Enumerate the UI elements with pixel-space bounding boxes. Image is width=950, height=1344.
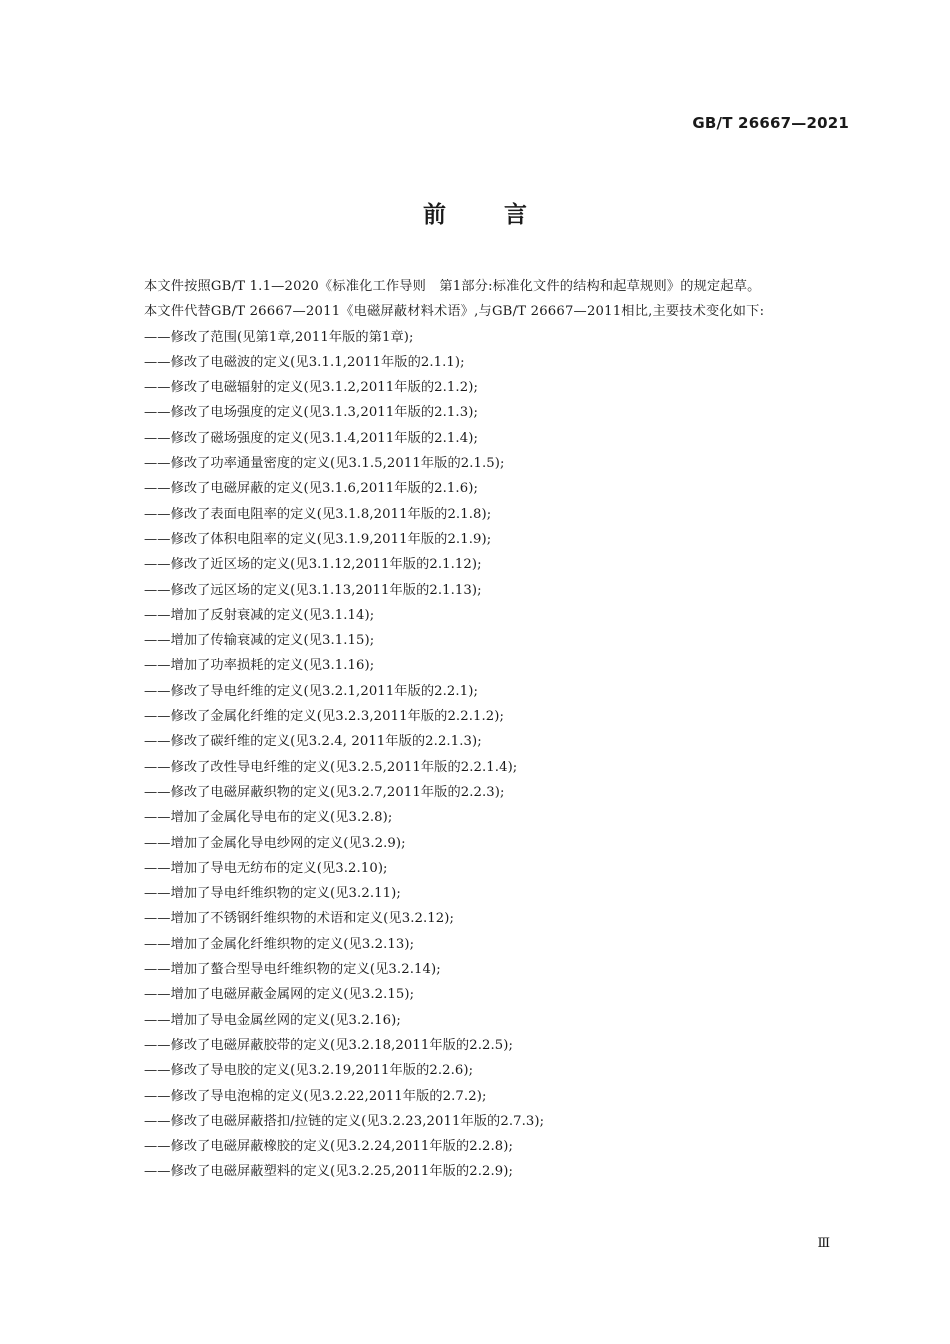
- change-item: ——修改了导电泡棉的定义(见3.2.22,2011年版的2.7.2);: [144, 1088, 487, 1104]
- intro-paragraph-1: 本文件按照GB/T 1.1—2020《标准化工作导则 第1部分:标准化文件的结构和起草规则》的规定起草。: [144, 279, 761, 294]
- page-title: 前言: [423, 202, 585, 228]
- change-item: ——修改了电磁屏蔽织物的定义(见3.2.7,2011年版的2.2.3);: [144, 784, 505, 800]
- change-item: ——修改了电场强度的定义(见3.1.3,2011年版的2.1.3);: [144, 405, 478, 421]
- change-item: ——修改了范围(见第1章,2011年版的第1章);: [144, 329, 414, 345]
- change-item: ——修改了电磁屏蔽的定义(见3.1.6,2011年版的2.1.6);: [144, 481, 478, 497]
- change-item: ——修改了电磁波的定义(见3.1.1,2011年版的2.1.1);: [144, 354, 465, 370]
- change-item: ——修改了功率通量密度的定义(见3.1.5,2011年版的2.1.5);: [144, 456, 505, 472]
- change-item: ——修改了导电纤维的定义(见3.2.1,2011年版的2.2.1);: [144, 683, 478, 699]
- change-item: ——增加了螯合型导电纤维织物的定义(见3.2.14);: [144, 962, 441, 978]
- change-item: ——修改了改性导电纤维的定义(见3.2.5,2011年版的2.2.1.4);: [144, 759, 518, 775]
- change-item: ——修改了远区场的定义(见3.1.13,2011年版的2.1.13);: [144, 582, 482, 598]
- change-item: ——修改了电磁屏蔽塑料的定义(见3.2.25,2011年版的2.2.9);: [144, 1164, 514, 1180]
- standard-number: GB/T 26667—2021: [692, 114, 849, 132]
- change-item: ——增加了金属化导电布的定义(见3.2.8);: [144, 810, 393, 826]
- change-item: ——增加了不锈钢纤维织物的术语和定义(见3.2.12);: [144, 911, 455, 927]
- intro-paragraph-2: 本文件代替GB/T 26667—2011《电磁屏蔽材料术语》,与GB/T 26667—2011相比,主要技术变化如下:: [144, 304, 765, 320]
- change-item: ——增加了导电纤维织物的定义(见3.2.11);: [144, 886, 401, 902]
- document-body: [116, 274, 850, 1185]
- page-number: Ⅲ: [817, 1236, 830, 1251]
- change-item: ——增加了导电金属丝网的定义(见3.2.16);: [144, 1012, 401, 1028]
- change-item: ——修改了导电胶的定义(见3.2.19,2011年版的2.2.6);: [144, 1063, 474, 1079]
- change-item: ——修改了体积电阻率的定义(见3.1.9,2011年版的2.1.9);: [144, 531, 492, 547]
- technical-changes-list: [116, 325, 850, 1185]
- change-item: ——增加了传输衰减的定义(见3.1.15);: [144, 633, 375, 649]
- change-item: ——修改了表面电阻率的定义(见3.1.8,2011年版的2.1.8);: [144, 506, 492, 522]
- change-item: ——增加了金属化导电纱网的定义(见3.2.9);: [144, 835, 406, 851]
- change-item: ——修改了电磁辐射的定义(见3.1.2,2011年版的2.1.2);: [144, 380, 478, 396]
- change-item: ——修改了电磁屏蔽胶带的定义(见3.2.18,2011年版的2.2.5);: [144, 1037, 514, 1053]
- change-item: ——增加了电磁屏蔽金属网的定义(见3.2.15);: [144, 987, 415, 1003]
- change-item: ——修改了金属化纤维的定义(见3.2.3,2011年版的2.2.1.2);: [144, 709, 505, 725]
- change-item: ——增加了反射衰减的定义(见3.1.14);: [144, 607, 375, 623]
- change-item: ——修改了磁场强度的定义(见3.1.4,2011年版的2.1.4);: [144, 430, 478, 446]
- change-item: ——增加了导电无纺布的定义(见3.2.10);: [144, 860, 388, 876]
- change-item: ——修改了碳纤维的定义(见3.2.4, 2011年版的2.2.1.3);: [144, 734, 482, 750]
- change-item: ——修改了电磁屏蔽搭扣/拉链的定义(见3.2.23,2011年版的2.7.3);: [144, 1113, 545, 1129]
- change-item: ——增加了金属化纤维织物的定义(见3.2.13);: [144, 936, 415, 952]
- change-item: ——增加了功率损耗的定义(见3.1.16);: [144, 658, 375, 674]
- change-item: ——修改了近区场的定义(见3.1.12,2011年版的2.1.12);: [144, 557, 482, 573]
- change-item: ——修改了电磁屏蔽橡胶的定义(见3.2.24,2011年版的2.2.8);: [144, 1139, 514, 1155]
